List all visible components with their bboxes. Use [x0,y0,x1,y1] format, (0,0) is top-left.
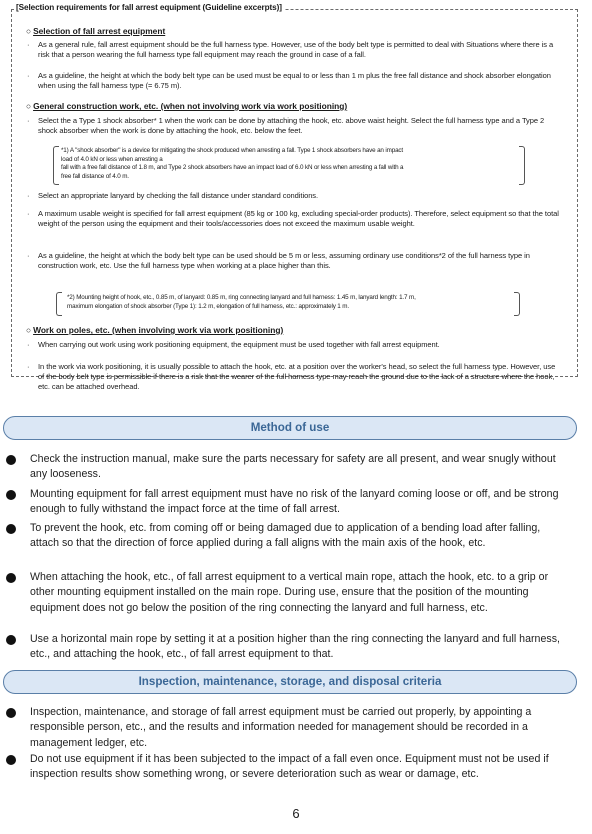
guideline-item: · As a general rule, fall arrest equipment should be the full harness type. However, use of the body belt type is permitted to deal with Situations where there is a risk that a person wearing the full harness type fall equipment may reach the ground in case of a fall. [27,40,554,60]
small-bullet-icon: · [27,251,30,260]
section-heading-selection: ○ Selection of fall arrest equipment [26,26,166,36]
guideline-item: · Select the a Type 1 shock absorber* 1 when the work can be done by attaching the hook, etc. above waist height. Select the full harness type and a Type 2 shock absorber when the work is done by attaching the hook, etc. below the feet. [27,116,545,136]
bullet-icon [6,573,16,583]
section-heading-general-construction: ○ General construction work, etc. (when not involving work via work positioning) [26,101,348,111]
list-item: Mounting equipment for fall arrest equipment must have no risk of the lanyard coming loose or off, and be strong enough to fully withstand the impact force at the time of fall arrest. [30,487,562,518]
bullet-icon [6,524,16,534]
small-bullet-icon: · [27,71,30,80]
note-bracket-left [53,146,59,185]
section-heading-work-on-poles: ○ Work on poles, etc. (when involving work via work positioning) [26,325,284,335]
circle-marker-icon: ○ [26,325,32,335]
bullet-icon [6,455,16,465]
small-bullet-icon: · [27,340,30,349]
bullet-icon [6,755,16,765]
guideline-box-title: [Selection requirements for fall arrest equipment (Guideline excerpts)] [16,3,282,12]
bullet-icon [6,708,16,718]
footnote-shock-absorber: *1) A "shock absorber" is a device for mitigating the shock produced when arresting a fall. Type 1 shock absorbers have an impact load of 4.0 kN or less when arresting a fall with a free fall distance of 1.8 m, and Type 2 shock absorbers have an impact load of 6.0 kN or less when arresting a fall with a free fall distance of 4.0 m. [61,147,404,180]
small-bullet-icon: · [27,116,30,125]
small-bullet-icon: · [27,40,30,49]
small-bullet-icon: · [27,362,30,371]
list-item: Use a horizontal main rope by setting it at a position higher than the ring connecting the lanyard and full harness, etc., and attaching the hook, etc., of fall arrest equipment to that. [30,632,562,663]
circle-marker-icon: ○ [26,26,32,36]
bullet-icon [6,490,16,500]
guideline-item: · As a guideline, the height at which the body belt type can be used must be equal to or less than 1 m plus the free fall distance and shock absorber elongation when using the fall harness type (= 6.75 m). [27,71,551,91]
guideline-item: · Select an appropriate lanyard by checking the fall distance under standard conditions. [27,191,319,200]
method-of-use-banner [3,416,577,440]
note-bracket-left [56,292,62,316]
footnote-ordinary-use: *2) Mounting height of hook, etc., 0.85 m, of lanyard: 0.85 m, ring connecting lanyard and full harness: 1.45 m, lanyard length: 1.7 m, maximum elongation of shock absorber (Type 1): 1.2 m, elongation of full harness, etc.: approximately 1 m. [67,294,416,310]
inspection-banner [3,670,577,694]
list-item: To prevent the hook, etc. from coming off or being damaged due to application of a bending load after falling, attach so that the direction of force applied during a fall aligns with the main axis of the hook, etc. [30,521,562,552]
guideline-item: · As a guideline, the height at which the body belt type can be used should be 5 m or less, assuming ordinary use conditions*2 of the full harness type in construction work, etc. Use the full harness type when working at a place higher than this. [27,251,530,271]
small-bullet-icon: · [27,191,30,200]
bullet-icon [6,635,16,645]
list-item: Do not use equipment if it has been subjected to the impact of a fall even once. Equipment must not be used if inspection results show something wrong, or severe deterioration such as wear or damage, etc. [30,752,562,783]
section-title: Inspection, maintenance, storage, and disposal criteria [138,675,442,688]
small-bullet-icon: · [27,209,30,218]
list-item: When attaching the hook, etc., of fall arrest equipment to a vertical main rope, attach the hook, etc. to a grip or other mounting equipment installed on the main rope. During use, ensure that the position of the mounting equipment does not go below the position of the ring connecting the lanyard and full harness, etc. [30,570,562,616]
guideline-item: · In the work via work positioning, it is usually possible to attach the hook, etc. at a position over the worker's head, so select the full harness type. However, use of the body belt type is permissible if there is a risk that the wearer of the full harness type may reach the ground due to the lack of a structure where the hook, etc. can be attached overhead. [27,362,556,392]
guideline-item: · A maximum usable weight is specified for fall arrest equipment (85 kg or 100 kg, excluding special-order products). Therefore, select equipment so that the total weight of the person using the equipment and their tools/accessories does not exceed the maximum usable weight. [27,209,559,229]
page-number: 6 [292,806,300,821]
section-title: Method of use [250,421,330,434]
guideline-item: · When carrying out work using work positioning equipment, the equipment must be used together with fall arrest equipment. [27,340,440,349]
circle-marker-icon: ○ [26,101,32,111]
list-item: Inspection, maintenance, and storage of fall arrest equipment must be carried out properly, by appointing a responsible person, etc., and the results and information needed for management should be recorded in a management ledger, etc. [30,705,562,751]
list-item: Check the instruction manual, make sure the parts necessary for safety are all present, and wear snugly without any looseness. [30,452,562,483]
